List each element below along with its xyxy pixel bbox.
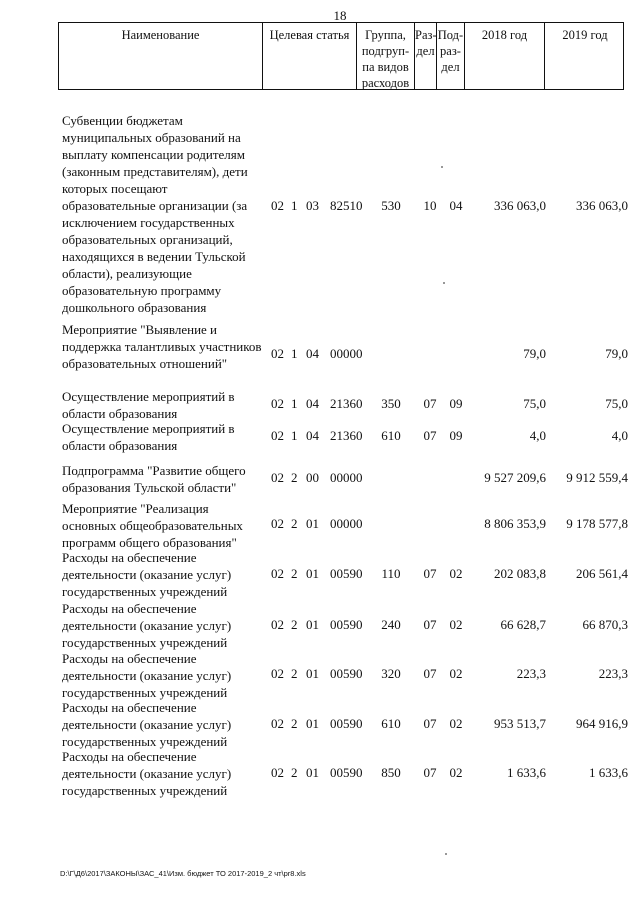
- expense-group: 320: [381, 666, 401, 681]
- code-program: 02: [271, 765, 284, 780]
- code-subprogram: 1: [291, 346, 298, 361]
- header-name: Наименование: [59, 23, 263, 89]
- section: 07: [423, 765, 437, 780]
- section: 07: [423, 428, 437, 443]
- code-program: 02: [271, 396, 284, 411]
- code-direction: 00590: [330, 566, 363, 581]
- code-direction: 00000: [330, 346, 363, 361]
- expense-group: 110: [381, 566, 401, 581]
- code-direction: 00000: [330, 470, 363, 485]
- section: 07: [423, 396, 437, 411]
- code-subprogram: 2: [291, 617, 298, 632]
- code-subprogram: 1: [291, 396, 298, 411]
- code-direction: 00590: [330, 716, 363, 731]
- file-path-footer: D:\Г\Д6\2017\ЗАКОНЫ\ЗАС_41\Изм. бюджет ТО 2017-2019_2 чт\pr8.xls: [60, 869, 306, 878]
- subsection: 04: [449, 198, 463, 213]
- subsection: 02: [449, 716, 463, 731]
- header-target-article: Целевая статья: [263, 23, 357, 89]
- table-header: [58, 22, 624, 90]
- subsection: 02: [449, 765, 463, 780]
- code-program: 02: [271, 198, 284, 213]
- code-program: 02: [271, 428, 284, 443]
- amount-2019: 336 063,0: [576, 198, 628, 213]
- section: 10: [423, 198, 437, 213]
- code-event: 01: [306, 617, 319, 632]
- row-name: Мероприятие "Реализация основных общеобразовательных программ общего образования": [62, 501, 243, 550]
- amount-2019: 1 633,6: [589, 765, 628, 780]
- amount-2018: 223,3: [516, 666, 546, 681]
- code-event: 04: [306, 396, 319, 411]
- amount-2019: 9 912 559,4: [566, 470, 628, 485]
- scan-speck: [443, 282, 445, 284]
- code-direction: 21360: [330, 428, 363, 443]
- row-name: Подпрограмма "Развитие общего образования Тульской области": [62, 463, 246, 495]
- code-subprogram: 2: [291, 516, 298, 531]
- code-program: 02: [271, 666, 284, 681]
- code-event: 01: [306, 716, 319, 731]
- header-subsection: Под- раз- дел: [437, 23, 465, 89]
- scan-speck: [441, 166, 443, 168]
- amount-2019: 79,0: [605, 346, 628, 361]
- row-name: Субвенции бюджетам муниципальных образований на выплату компенсации родителям (законным представителям), дети которых посещают образовательные организации (за исключением государственных образовательных организаций, находящихся в ведении Тульской области), реализующие образовательную программу дошкольного образования: [62, 113, 248, 315]
- page-number: 18: [333, 8, 347, 23]
- row-name: Расходы на обеспечение деятельности (оказание услуг) государственных учреждений: [62, 700, 232, 749]
- amount-2019: 75,0: [605, 396, 628, 411]
- code-event: 04: [306, 428, 319, 443]
- code-program: 02: [271, 716, 284, 731]
- code-event: 03: [306, 198, 319, 213]
- code-program: 02: [271, 470, 284, 485]
- code-direction: 00590: [330, 666, 363, 681]
- amount-2019: 964 916,9: [576, 716, 628, 731]
- expense-group: 350: [381, 396, 401, 411]
- row-name: Расходы на обеспечение деятельности (оказание услуг) государственных учреждений: [62, 601, 232, 650]
- amount-2018: 953 513,7: [494, 716, 546, 731]
- amount-2019: 206 561,4: [576, 566, 628, 581]
- subsection: 09: [449, 396, 463, 411]
- code-direction: 00000: [330, 516, 363, 531]
- row-name: Осуществление мероприятий в области образования: [62, 421, 235, 453]
- code-direction: 21360: [330, 396, 363, 411]
- code-direction: 00590: [330, 617, 363, 632]
- row-name: Расходы на обеспечение деятельности (оказание услуг) государственных учреждений: [62, 749, 232, 798]
- code-program: 02: [271, 617, 284, 632]
- code-subprogram: 1: [291, 198, 298, 213]
- amount-2019: 9 178 577,8: [566, 516, 628, 531]
- header-expense-group: Группа, подгруп- па видов расходов: [357, 23, 415, 89]
- section: 07: [423, 566, 437, 581]
- subsection: 02: [449, 617, 463, 632]
- section: 07: [423, 716, 437, 731]
- scan-speck: [445, 853, 447, 855]
- code-subprogram: 1: [291, 428, 298, 443]
- amount-2018: 66 628,7: [500, 617, 546, 632]
- header-year-2019: 2019 год: [562, 28, 608, 42]
- amount-2018: 75,0: [523, 396, 546, 411]
- subsection: 09: [449, 428, 463, 443]
- amount-2019: 223,3: [598, 666, 628, 681]
- amount-2018: 4,0: [529, 428, 546, 443]
- row-name: Расходы на обеспечение деятельности (оказание услуг) государственных учреждений: [62, 550, 232, 599]
- section: 07: [423, 617, 437, 632]
- code-program: 02: [271, 516, 284, 531]
- subsection: 02: [449, 666, 463, 681]
- code-subprogram: 2: [291, 716, 298, 731]
- code-direction: 00590: [330, 765, 363, 780]
- expense-group: 530: [381, 198, 401, 213]
- code-program: 02: [271, 346, 284, 361]
- amount-2019: 66 870,3: [582, 617, 628, 632]
- section: 07: [423, 666, 437, 681]
- expense-group: 610: [381, 428, 401, 443]
- amount-2018: 8 806 353,9: [484, 516, 546, 531]
- code-event: 01: [306, 566, 319, 581]
- code-subprogram: 2: [291, 765, 298, 780]
- code-direction: 82510: [330, 198, 363, 213]
- subsection: 02: [449, 566, 463, 581]
- code-event: 04: [306, 346, 319, 361]
- code-event: 01: [306, 765, 319, 780]
- header-year-2018: 2018 год: [465, 23, 545, 89]
- row-name: Мероприятие "Выявление и поддержка талантливых участников образовательных отношений": [62, 322, 262, 371]
- expense-group: 850: [381, 765, 401, 780]
- amount-2018: 9 527 209,6: [484, 470, 546, 485]
- code-subprogram: 2: [291, 666, 298, 681]
- amount-2018: 202 083,8: [494, 566, 546, 581]
- amount-2018: 1 633,6: [507, 765, 546, 780]
- code-event: 00: [306, 470, 319, 485]
- code-event: 01: [306, 666, 319, 681]
- amount-2018: 336 063,0: [494, 198, 546, 213]
- header-section: Раз- дел: [415, 23, 437, 89]
- code-subprogram: 2: [291, 566, 298, 581]
- amount-2019: 4,0: [611, 428, 628, 443]
- code-subprogram: 2: [291, 470, 298, 485]
- expense-group: 240: [381, 617, 401, 632]
- code-event: 01: [306, 516, 319, 531]
- expense-group: 610: [381, 716, 401, 731]
- row-name: Расходы на обеспечение деятельности (оказание услуг) государственных учреждений: [62, 651, 232, 700]
- amount-2018: 79,0: [523, 346, 546, 361]
- row-name: Осуществление мероприятий в области образования: [62, 389, 235, 421]
- code-program: 02: [271, 566, 284, 581]
